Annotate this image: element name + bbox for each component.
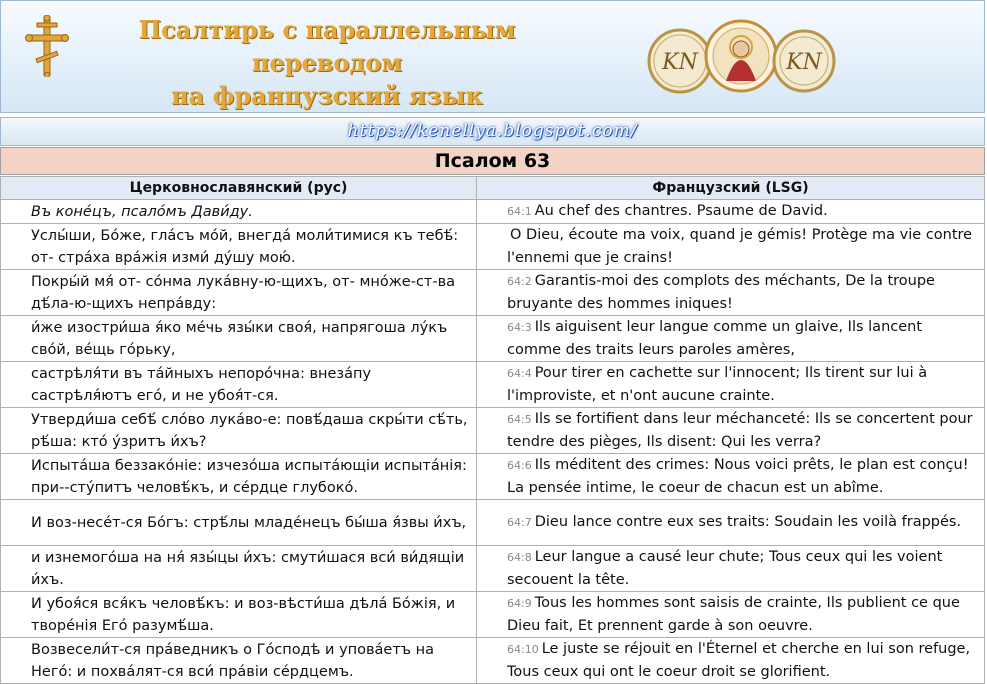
right-logo	[774, 31, 834, 91]
table-row	[1, 454, 985, 500]
site-title	[77, 13, 577, 112]
french-verse-text: Dieu lance contre eux ses traits: Soudain les voilà frappés.	[534, 514, 962, 530]
slavonic-verse: Испыта́ша беззако́ніе: изчезо́ша испыта́ющіи испыта́нія: при--сту́питъ человѣ́къ, и се́рдце глубоко́.	[1, 454, 477, 500]
slavonic-verse: и́же изостри́ша я́ко ме́чь язы́ки своя́, напрягоша лу́къ сво́й, ве́щь го́рьку,	[1, 316, 477, 362]
verse-number: 64:1	[507, 205, 532, 218]
table-row	[1, 362, 985, 408]
verse-number: 64:8	[507, 551, 532, 564]
table-row	[1, 546, 985, 592]
french-verse	[477, 362, 985, 408]
center-icon-medallion	[706, 21, 776, 91]
verse-number: 64:7	[507, 516, 532, 529]
psalm-title: Псалом 63	[0, 147, 985, 175]
verse-number: 64:10	[507, 643, 539, 656]
french-verse	[477, 200, 985, 224]
slavonic-verse: Услы́ши, Бо́же, гла́съ мо́й, внегда́ моли́тимися къ тебѣ́: от- стра́ха вра́жія изми́ ду́шу мою́.	[1, 224, 477, 270]
french-verse-text: O Dieu, écoute ma voix, quand je gémis! Protège ma vie contre l'ennemi que je crains!	[507, 227, 973, 266]
slavonic-verse: И воз-несе́т-ся Бо́гъ: стрѣ́лы младе́нецъ бы́ша я́звы и́хъ,	[1, 500, 477, 546]
slavonic-verse: Покры́й мя́ от- со́нма лука́вну-ю-щихъ, от- мно́же-ст-ва дѣ́ла-ю-щихъ непра́вду:	[1, 270, 477, 316]
table-row	[1, 224, 985, 270]
slavonic-verse: Возвесели́т-ся пра́ведникъ о Го́сподѣ и упова́етъ на Него́: и похва́лят-ся вси́ пра́віи се́рдцемъ.	[1, 638, 477, 684]
table-row	[1, 200, 985, 224]
table-row	[1, 592, 985, 638]
verse-number: 64:4	[507, 367, 532, 380]
table-row	[1, 408, 985, 454]
slavonic-verse: Утверди́ша себѣ́ сло́во лука́во-е: повѣ́даша скры́ти сѣ́ть, рѣ́ша: кто́ у́зритъ и́хъ?	[1, 408, 477, 454]
french-verse	[477, 546, 985, 592]
site-header	[0, 0, 985, 113]
orthodox-cross-icon	[25, 15, 69, 77]
french-verse	[477, 224, 985, 270]
verse-number: 64:6	[507, 459, 532, 472]
verse-number: 64:2	[507, 275, 532, 288]
left-logo	[649, 30, 711, 92]
slavonic-verse: и изнемого́ша на ня́ язы́цы и́хъ: смути́шася вси́ ви́дящіи и́хъ.	[1, 546, 477, 592]
french-verse-text: Au chef des chantres. Psaume de David.	[534, 203, 828, 219]
table-row	[1, 270, 985, 316]
logo-group	[646, 9, 836, 109]
french-verse	[477, 454, 985, 500]
french-verse	[477, 638, 985, 684]
french-verse-text: Pour tirer en cachette sur l'innocent; Ils tirent sur lui à l'improviste, et n'ont aucune crainte.	[507, 365, 928, 404]
slavonic-verse: Въ коне́цъ, псало́мъ Дави́ду.	[1, 200, 477, 224]
french-verse	[477, 500, 985, 546]
verse-number: 64:5	[507, 413, 532, 426]
french-verse-text: Tous les hommes sont saisis de crainte, Ils publient ce que Dieu fait, Et prennent garde à son oeuvre.	[507, 595, 960, 634]
svg-text:KN: KN	[662, 50, 698, 75]
french-verse	[477, 316, 985, 362]
table-row	[1, 500, 985, 546]
table-row	[1, 316, 985, 362]
french-verse-text: Ils se fortifient dans leur méchanceté: Ils se concertent pour tendre des pièges, Ils disent: Qui les verra?	[507, 411, 973, 450]
column-header-church-slavonic: Церковнославянский (рус)	[1, 177, 477, 200]
french-verse-text: Ils aiguisent leur langue comme un glaive, Ils lancent comme des traits leurs paroles amères,	[507, 319, 923, 358]
french-verse-text: Le juste se réjouit en l'Éternel et cherche en lui son refuge, Tous ceux qui ont le coeur droit se glorifient.	[507, 641, 971, 680]
french-verse	[477, 408, 985, 454]
table-row	[1, 638, 985, 684]
site-title-line1: Псалтирь с параллельным переводом	[138, 15, 516, 77]
slavonic-verse: састрѣля́ти въ та́йныхъ непоро́чна: внеза́пу састрѣля́ютъ его́, и не убоя́т-ся.	[1, 362, 477, 408]
french-verse-text: Leur langue a causé leur chute; Tous ceux qui les voient secouent la tête.	[507, 549, 943, 588]
french-verse-text: Garantis-moi des complots des méchants, De la troupe bruyante des hommes iniques!	[507, 273, 935, 312]
column-header-french: Французский (LSG)	[477, 177, 985, 200]
site-title-line2: на французский язык	[171, 81, 483, 110]
french-verse-text: Ils méditent des crimes: Nous voici prêts, le plan est conçu! La pensée intime, le coeur de chacun est un abîme.	[507, 457, 969, 496]
blog-link[interactable]: https://kenellya.blogspot.com/	[347, 121, 638, 141]
verse-number: 64:9	[507, 597, 532, 610]
slavonic-verse: И убоя́ся вся́къ человѣ́къ: и воз-вѣсти́ша дѣла́ Бо́жія, и творе́нія Его́ разумѣ́ша.	[1, 592, 477, 638]
verse-number: 64:3	[507, 321, 532, 334]
french-verse	[477, 270, 985, 316]
blog-link-bar	[0, 117, 985, 146]
parallel-text-table	[0, 176, 985, 684]
svg-text:KN: KN	[786, 50, 822, 75]
table-header-row	[1, 177, 985, 200]
french-verse	[477, 592, 985, 638]
